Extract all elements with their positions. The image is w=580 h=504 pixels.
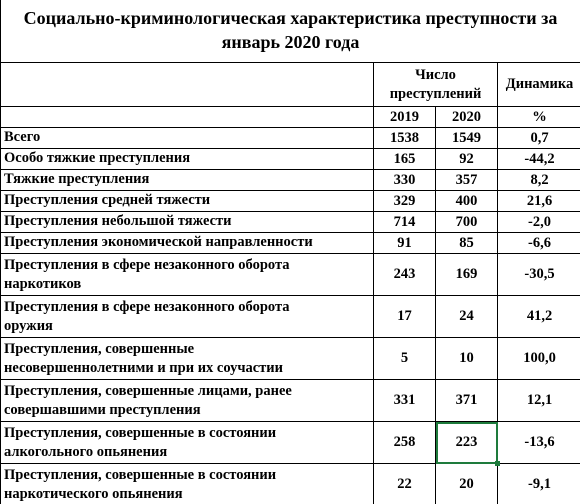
row-label-line-1: Преступления, совершенные в состоянии (4, 467, 277, 483)
dynamics-value: 8,2 (530, 171, 549, 188)
row-label-cell[interactable] (1, 296, 374, 338)
table-row (1, 464, 580, 504)
header-unit[interactable]: % (498, 107, 580, 128)
dynamics-value: -6,6 (528, 234, 551, 251)
value-2019-value: 330 (393, 171, 416, 188)
row-label-line-2: оружия (4, 318, 53, 334)
value-2019-cell[interactable] (374, 212, 436, 233)
header-count-cell[interactable] (374, 63, 498, 107)
dynamics-value: -44,2 (524, 150, 555, 167)
dynamics-cell[interactable] (498, 128, 580, 149)
row-label-cell[interactable] (1, 338, 374, 380)
value-2020-cell[interactable] (436, 191, 498, 212)
value-2019-cell[interactable] (374, 296, 436, 338)
dynamics-value: 21,6 (526, 192, 553, 209)
value-2020-cell[interactable] (436, 380, 498, 422)
row-label-line-1: Преступления средней тяжести (4, 192, 211, 208)
row-label-cell[interactable] (1, 191, 374, 212)
table-row (1, 191, 580, 212)
table-row (1, 380, 580, 422)
value-2019-value: 243 (393, 266, 416, 282)
dynamics-cell[interactable] (498, 212, 580, 233)
table-body (1, 128, 580, 504)
value-2019-cell[interactable] (374, 191, 436, 212)
dynamics-cell[interactable] (498, 296, 580, 338)
dynamics-cell[interactable] (498, 254, 580, 296)
value-2019-value: 258 (393, 434, 416, 450)
value-2020-cell[interactable] (436, 464, 498, 504)
row-label-cell[interactable] (1, 170, 374, 191)
row-label-line-2: несовершеннолетними и при их соучастии (4, 360, 284, 376)
value-2019-value: 22 (397, 476, 412, 492)
row-label-line-2: наркотиков (4, 276, 82, 292)
row-label-cell[interactable] (1, 128, 374, 149)
row-label-line-1: Преступления экономической направленности (4, 234, 313, 250)
dynamics-cell[interactable] (498, 422, 580, 464)
row-label-line-1: Преступления небольшой тяжести (4, 213, 232, 229)
title-line-1: Социально-криминологическая характеристика преступности за (23, 8, 558, 28)
dynamics-cell[interactable] (498, 338, 580, 380)
header-count-line-2: преступлений (389, 85, 482, 102)
row-label-line-2: алкогольного опьянения (4, 444, 168, 460)
value-2020-value: 400 (455, 192, 478, 209)
value-2020-value: 24 (459, 308, 474, 324)
value-2019-cell[interactable] (374, 338, 436, 380)
row-label-line-1: Преступления, совершенные лицами, ранее (4, 383, 292, 399)
value-2019-value: 91 (397, 234, 412, 251)
row-label-line-1: Преступления, совершенные в состоянии (4, 425, 277, 441)
row-label-cell[interactable] (1, 233, 374, 254)
value-2019-value: 1538 (390, 129, 419, 146)
value-2019-value: 17 (397, 308, 412, 324)
fill-handle[interactable] (495, 461, 500, 466)
value-2019-cell[interactable] (374, 254, 436, 296)
value-2020-cell[interactable] (436, 296, 498, 338)
table-row (1, 254, 580, 296)
value-2019-cell[interactable] (374, 233, 436, 254)
header-year-2020[interactable]: 2020 (436, 107, 498, 128)
header-years-empty-cell[interactable] (1, 107, 374, 128)
value-2020-value: 10 (459, 350, 474, 366)
value-2019-cell[interactable] (374, 128, 436, 149)
table-row (1, 149, 580, 170)
header-dynamics-cell[interactable] (498, 63, 580, 107)
dynamics-value: 12,1 (526, 392, 553, 408)
row-label-line-1: Преступления в сфере незаконного оборота (4, 257, 290, 273)
header-row (1, 63, 580, 107)
value-2019-value: 165 (393, 150, 416, 167)
header-dynamics-label: Динамика (505, 76, 574, 92)
row-label-line-2: совершавшими преступления (4, 402, 201, 418)
table-row (1, 338, 580, 380)
crime-statistics-table (0, 62, 580, 504)
value-2019-value: 329 (393, 192, 416, 209)
value-2020-value: 700 (455, 213, 478, 230)
value-2020-cell[interactable] (436, 128, 498, 149)
dynamics-value: -30,5 (524, 266, 555, 282)
value-2020-cell[interactable] (436, 233, 498, 254)
title-line-2: январь 2020 года (221, 32, 360, 52)
value-2019-cell[interactable] (374, 170, 436, 191)
dynamics-value: 41,2 (526, 308, 553, 324)
dynamics-cell[interactable] (498, 149, 580, 170)
row-label-cell[interactable] (1, 254, 374, 296)
dynamics-cell[interactable] (498, 380, 580, 422)
row-label-line-1: Особо тяжкие преступления (4, 150, 191, 166)
table-row (1, 128, 580, 149)
row-label-cell[interactable] (1, 422, 374, 464)
value-2019-cell[interactable] (374, 380, 436, 422)
value-2020-cell[interactable] (436, 338, 498, 380)
dynamics-value: -2,0 (528, 213, 551, 230)
row-label-cell[interactable] (1, 380, 374, 422)
value-2020-value: 371 (455, 392, 478, 408)
dynamics-cell[interactable] (498, 233, 580, 254)
row-label-cell[interactable] (1, 149, 374, 170)
dynamics-value: -9,1 (528, 476, 551, 492)
value-2020-value: 92 (459, 150, 474, 167)
value-2020-cell[interactable] (436, 149, 498, 170)
dynamics-value: -13,6 (524, 434, 555, 450)
value-2019-cell[interactable] (374, 422, 436, 464)
value-2020-value: 357 (455, 171, 478, 188)
dynamics-cell[interactable] (498, 170, 580, 191)
value-2020-value: 20 (459, 476, 474, 492)
header-empty-cell[interactable] (1, 63, 374, 107)
value-2020-cell[interactable] (436, 170, 498, 191)
table-row (1, 212, 580, 233)
dynamics-value: 100,0 (523, 350, 556, 366)
value-2019-cell[interactable] (374, 149, 436, 170)
row-label-line-1: Преступления, совершенные (4, 341, 195, 357)
value-2019-cell[interactable] (374, 464, 436, 504)
value-2019-value: 331 (393, 392, 416, 408)
row-label-cell[interactable] (1, 464, 374, 504)
row-label-line-1: Преступления в сфере незаконного оборота (4, 299, 290, 315)
header-year-2019[interactable]: 2019 (374, 107, 436, 128)
table-row (1, 422, 580, 464)
value-2020-cell[interactable] (436, 254, 498, 296)
header-count-line-1: Число (415, 66, 456, 83)
row-label-line-2: наркотического опьянения (4, 486, 183, 502)
selected-cell[interactable] (436, 422, 498, 464)
table-row (1, 170, 580, 191)
row-label-line-1: Всего (4, 129, 41, 145)
dynamics-value: 0,7 (530, 129, 549, 146)
header-years-row (1, 107, 580, 128)
value-2019-value: 714 (393, 213, 416, 230)
value-2020-cell[interactable] (436, 212, 498, 233)
dynamics-cell[interactable] (498, 191, 580, 212)
dynamics-cell[interactable] (498, 464, 580, 504)
value-2020-value: 1549 (452, 129, 481, 146)
row-label-cell[interactable] (1, 212, 374, 233)
table-title (0, 0, 580, 62)
row-label-line-1: Тяжкие преступления (4, 171, 150, 187)
value-2020-value: 223 (455, 434, 478, 450)
table-row (1, 296, 580, 338)
value-2020-value: 85 (459, 234, 474, 251)
table-row (1, 233, 580, 254)
value-2020-value: 169 (455, 266, 478, 282)
value-2019-value: 5 (400, 350, 409, 366)
